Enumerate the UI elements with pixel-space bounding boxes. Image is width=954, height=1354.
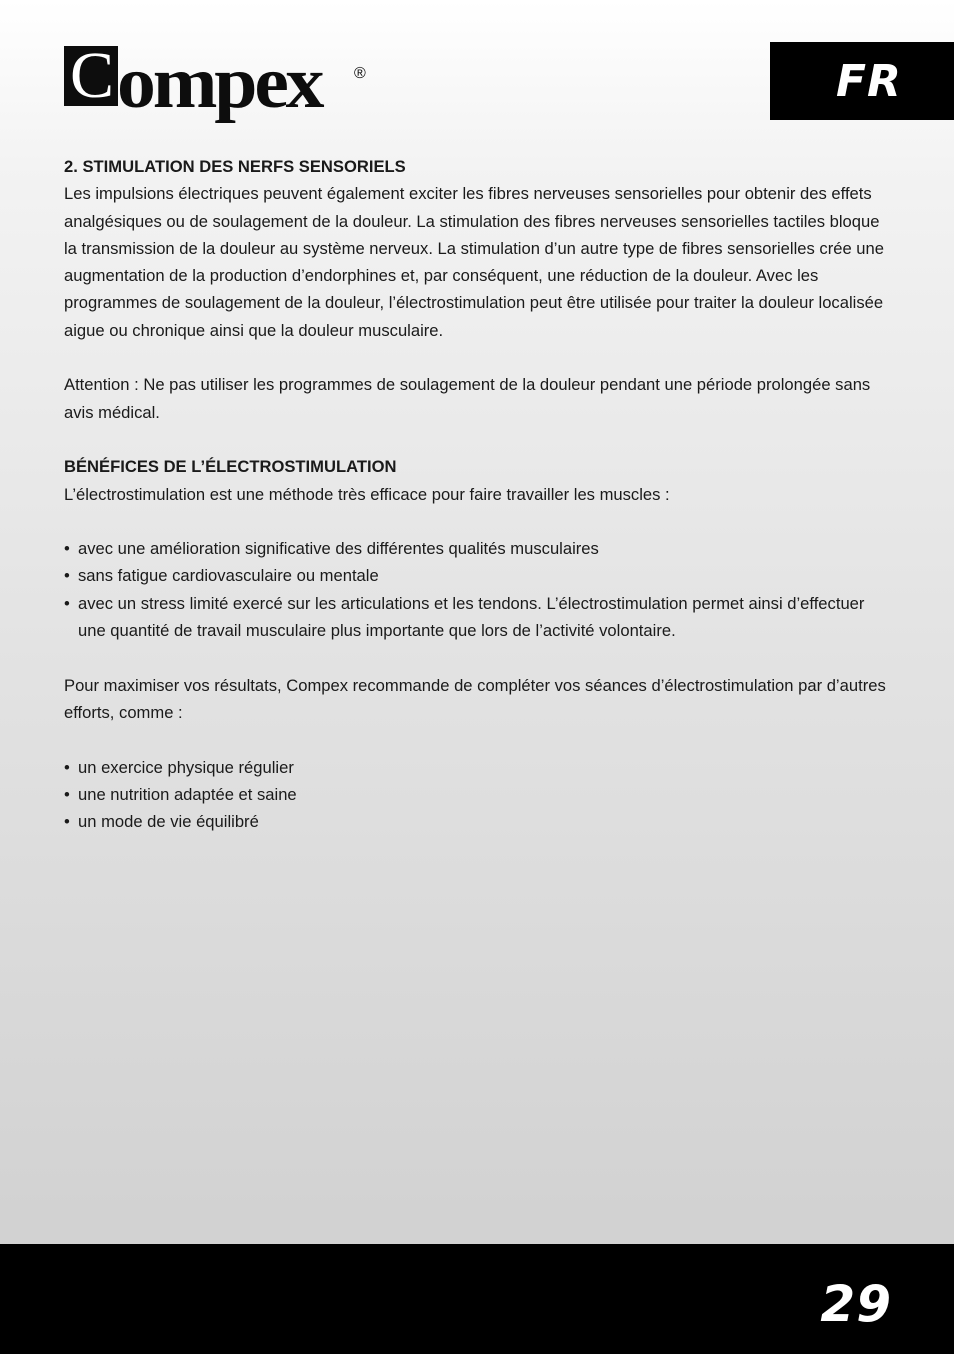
section-heading-sensory: 2. STIMULATION DES NERFS SENSORIELS <box>64 157 406 176</box>
section-heading-benefits: BÉNÉFICES DE L’ÉLECTROSTIMULATION <box>64 457 397 477</box>
efforts-list <box>64 754 894 836</box>
registered-mark: ® <box>354 65 366 82</box>
page-content <box>64 153 894 835</box>
paragraph-maximize: Pour maximiser vos résultats, Compex recommande de compléter vos séances d’électrostimulation par d’autres efforts, comme : <box>64 675 886 722</box>
attention-note: Attention : Ne pas utiliser les programmes de soulagement de la douleur pendant une période prolongée sans avis médical. <box>64 375 871 422</box>
logo-initial: C <box>64 46 118 106</box>
list-item: • sans fatigue cardiovasculaire ou mentale <box>64 562 894 589</box>
list-item: • un exercice physique régulier <box>64 754 894 781</box>
compex-logo <box>64 42 366 124</box>
benefits-list <box>64 535 894 644</box>
list-item: • un mode de vie équilibré <box>64 808 894 835</box>
language-label: FR <box>836 55 902 107</box>
footer-bar <box>0 1244 954 1354</box>
list-item: • une nutrition adaptée et saine <box>64 781 894 808</box>
list-item: • avec une amélioration significative des différentes qualités musculaires <box>64 535 894 562</box>
page-number: 29 <box>820 1275 892 1333</box>
paragraph-benefits-intro: L’électrostimulation est une méthode très efficace pour faire travailler les muscles : <box>64 484 670 504</box>
list-item: • avec un stress limité exercé sur les articulations et les tendons. L’électrostimulation permet ainsi d’effectuer une quantité de travail musculaire plus importante que lors de l’activité volontaire. <box>64 590 894 645</box>
logo-wordmark: ompex <box>117 42 322 124</box>
language-tab <box>770 42 954 120</box>
paragraph-sensory: Les impulsions électriques peuvent également exciter les fibres nerveuses sensorielles pour obtenir des effets analgésiques ou de soulagement de la douleur. La stimulation des fibres nerveuses sensorielles tactiles bloque la transmission de la douleur au système nerveux. La stimulation d’un autre type de fibres sensorielles crée une augmentation de la production d’endorphines et, par conséquent, une réduction de la douleur. Avec les programmes de soulagement de la douleur, l’électrostimulation peut être utilisée pour traiter la douleur localisée aigue ou chronique ainsi que la douleur musculaire. <box>64 184 884 340</box>
